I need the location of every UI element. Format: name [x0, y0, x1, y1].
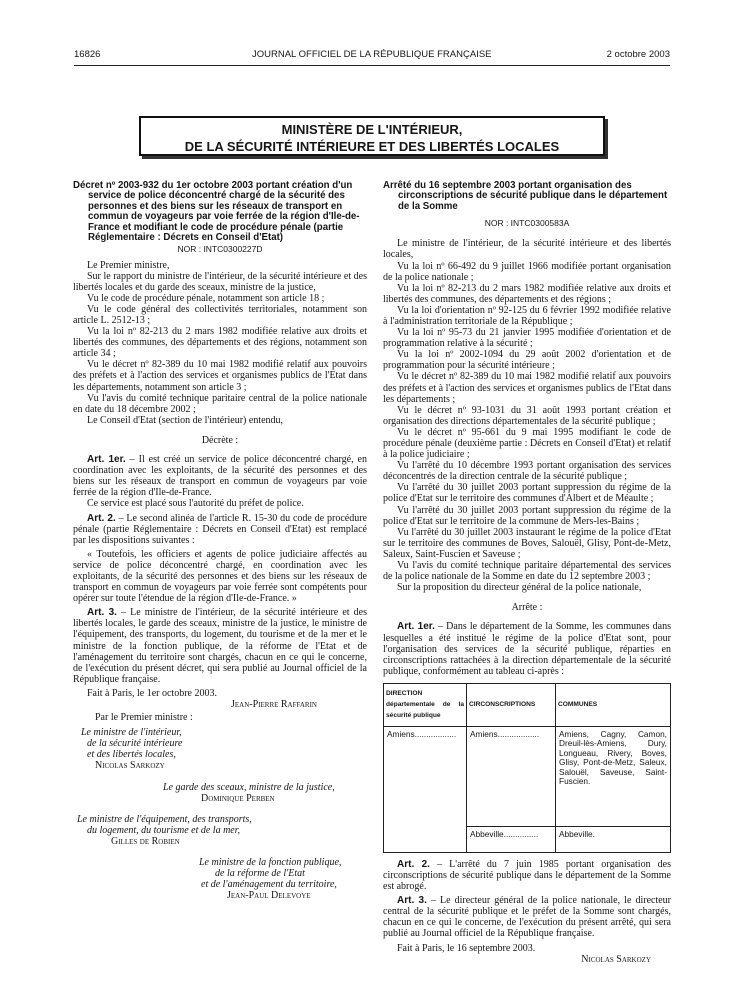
decree-art1-b: Ce service est placé sous l'autorité du préfet de police.: [87, 498, 304, 510]
decree-min4-name: Jean-Paul Delevoye: [227, 890, 311, 902]
circonscriptions-table: [383, 683, 671, 853]
decree-intro-5: Vu le décret nº 82-389 du 10 mai 1982 modifié relatif aux pouvoirs des préfets et à l'action des services et organismes publics de l'Etat dans les départements, notamment son article 3 ;: [73, 359, 367, 393]
table-header: COMMUNES: [556, 683, 671, 726]
arrete-intro-9: Vu l'arrêté du 10 décembre 1993 portant organisation des services déconcentrés de la direction centrale de la sécurité publique ;: [383, 460, 671, 483]
arrete-intro-8: Vu le décret nº 95-661 du 9 mai 1995 modifiant le code de procédure pénale (deuxième partie : Décrets en Conseil d'Etat) et relatif à la police judiciaire ;: [383, 426, 671, 461]
table-cell-direction: [384, 826, 467, 852]
page-header: [74, 49, 670, 63]
table-cell-direction: Amiens..................: [384, 726, 467, 826]
decree-min3-name: Gilles de Robien: [111, 835, 180, 847]
arrete-art1: Art. 1er. – Dans le département de la Somme, les communes dans lesquelles a été institué le régime de la police d'Etat sont, pour l'organisation des services de la sécurité publique, réparties en circonscriptions rattachées à la direction départementale de la sécurité publique, conformément au tableau ci-après :: [383, 621, 671, 677]
table-cell-communes: Amiens, Cagny, Camon, Dreuil-lès-Amiens, Dury, Longueau, Rivery, Boves, Glisy, Pont-de-Metz, Saleux, Salouël, Saveuse, Saint-Fuscien.: [556, 726, 671, 826]
table-header-row: [384, 683, 671, 726]
arrete-intro-13: Vu l'avis du comité technique paritaire départemental des services de la police nationale de la Somme en date du 12 septembre 2003 ;: [383, 560, 671, 583]
decree-min4-a: Le ministre de la fonction publique,: [199, 857, 342, 869]
arrete-signer: Nicolas Sarkozy: [581, 953, 651, 965]
table-row: [384, 826, 671, 852]
table-header: DIRECTION départementale de la sécurité publique: [384, 683, 467, 726]
decree-intro-2: Vu le code de procédure pénale, notamment son article 18 ;: [87, 292, 325, 304]
arrete-intro-12: Vu l'arrêté du 30 juillet 2003 instaurant le régime de la police d'Etat sur le territoire des communes de Boves, Salouël, Glisy, Pont-de-Metz, Saleux, Saint-Fuscien et Saveuse ;: [383, 526, 671, 560]
decree-intro-3: Vu le code général des collectivités territoriales, notamment son article L. 2512-13 ;: [73, 303, 367, 326]
decree-art2-quote: « Toutefois, les officiers et agents de police judiciaire affectés au service de police déconcentré chargé, en coordination avec les exploitants, de la sécurité des personnes et des biens sur les réseaux de transport en commun de voyageurs par voie ferrée sont compétents pour opérer sur toute l'étendue de la région d'Ile-de-France. »: [73, 548, 367, 605]
decree-min1-a: Le ministre de l'intérieur,: [81, 727, 182, 739]
header-rule: [74, 65, 670, 66]
arrete-intro-14: Sur la proposition du directeur général de la police nationale,: [397, 582, 642, 594]
decree-art2: Art. 2. – Le second alinéa de l'article R. 15-30 du code de procédure pénale (partie Réglementaire : Décrets en Conseil d'Etat) est remplacé par les dispositions suivantes :: [73, 512, 367, 546]
arrete-intro-11: Vu l'arrêté du 30 juillet 2003 portant suppression du régime de la police d'Etat sur le territoire de la commune de Mers-les-Bains ;: [383, 504, 671, 527]
decree-min2: Le garde des sceaux, ministre de la justice,: [163, 781, 335, 793]
table-row: [384, 726, 671, 826]
decree-min4-b: de la réforme de l'Etat: [215, 868, 305, 880]
arrete-nor: NOR : INTC0300583A: [484, 218, 570, 229]
arrete-art2: Art. 2. – L'arrêté du 7 juin 1985 portant organisation des circonscriptions de sécurité publique dans le département de la Somme est abrogé.: [383, 858, 671, 893]
decree-decrete: Décrète :: [201, 434, 239, 446]
page-number: 16826: [74, 49, 101, 60]
decree-art3: Art. 3. – Le ministre de l'intérieur, de la sécurité intérieure et des libertés locales, le garde des sceaux, ministre de la justice, le ministre de l'équipement, des transports, du logement, du tourisme et de la mer et le ministre de la fonction publique, de la réforme de l'Etat et de l'aménagement du territoire sont chargés, chacun en ce qui le concerne, de l'exécution du présent décret, qui sera publié au Journal officiel de la République française.: [73, 607, 368, 685]
table-cell-circonscription: Amiens..................: [467, 726, 556, 826]
decree-min3-b: du logement, du tourisme et de la mer,: [87, 824, 241, 836]
table-header: CIRCONSCRIPTIONS: [467, 683, 556, 726]
decree-fait: Fait à Paris, le 1er octobre 2003.: [87, 687, 217, 699]
decree-signer: Jean-Pierre Raffarin: [231, 699, 317, 710]
ministry-box: [139, 116, 605, 156]
decree-intro-6: Vu l'avis du comité technique paritaire central de la police nationale en date du 18 décembre 2002 ;: [73, 392, 367, 415]
decree-min1-c: et des libertés locales,: [87, 749, 176, 761]
table-cell-communes: Abbeville.: [556, 826, 671, 852]
decree-min4-c: et de l'aménagement du territoire,: [201, 879, 337, 891]
decree-min1-b: de la sécurité intérieure: [87, 738, 183, 750]
decree-intro-0: Le Premier ministre,: [87, 259, 170, 271]
decree-nor: NOR : INTC0300227D: [177, 244, 263, 255]
arrete-intro-5: Vu la loi nº 2002-1094 du 29 août 2002 d'orientation et de programmation pour la sécurité intérieure ;: [383, 349, 671, 372]
arrete-intro-6: Vu le décret nº 82-389 du 10 mai 1982 modifié relatif aux pouvoirs des préfets et à l'action des services et organismes publics de l'Etat dans les départements ;: [383, 371, 671, 405]
decree-title: Décret nº 2003-932 du 1er octobre 2003 portant création d'un service de police déconcentré chargé de la sécurité des personnes et des biens sur les réseaux de transport en commun de voyageurs par voie ferrée de la région d'Ile-de-France et modifiant le code de procédure pénale (partie Réglementaire : Décrets en Conseil d'Etat): [73, 180, 360, 244]
journal-title: JOURNAL OFFICIEL DE LA RÉPUBLIQUE FRANÇAISE: [252, 49, 492, 60]
arrete-intro-4: Vu la loi nº 95-73 du 21 janvier 1995 modifiée d'orientation et de programmation relative à la sécurité ;: [383, 327, 671, 350]
arrete-intro-3: Vu la loi d'orientation nº 92-125 du 6 février 1992 modifiée relative à l'administration territoriale de la République ;: [383, 304, 671, 327]
arrete-column: [383, 181, 671, 965]
arrete-title: Arrêté du 16 septembre 2003 portant organisation des circonscriptions de sécurité publique dans le département de la Somme: [383, 180, 668, 212]
arrete-intro-2: Vu la loi nº 82-213 du 2 mars 1982 modifiée relative aux droits et libertés des communes, des départements et des régions ;: [383, 282, 671, 305]
table-cell-circonscription: Abbeville...............: [467, 826, 556, 852]
decree-art1: Art. 1er. – Il est créé un service de police déconcentré chargé, en coordination avec les exploitants, de la sécurité des personnes et des biens sur les réseaux de transport en commun de voyageurs par voie ferrée de la région d'Ile-de-France.: [73, 454, 367, 499]
decree-par: Par le Premier ministre :: [95, 712, 193, 724]
decree-intro-7: Le Conseil d'Etat (section de l'intérieur) entendu,: [87, 414, 284, 426]
arrete-intro-1: Vu la loi nº 66-492 du 9 juillet 1966 modifiée portant organisation de la police nationale ;: [383, 260, 671, 283]
arrete-intro-10: Vu l'arrêté du 30 juillet 2003 portant suppression du régime de la police d'Etat sur le territoire des communes d'Albert et de Méaulte ;: [383, 482, 671, 505]
decree-column: [73, 181, 367, 901]
ministry-line2: DE LA SÉCURITÉ INTÉRIEURE ET DES LIBERTÉS LOCALES: [184, 139, 560, 154]
arrete-arrete: Arrête :: [511, 602, 543, 614]
arrete-intro-7: Vu le décret nº 93-1031 du 31 août 1993 portant création et organisation des directions départementales de la sécurité publique ;: [383, 404, 671, 427]
decree-intro-1: Sur le rapport du ministre de l'intérieur, de la sécurité intérieure et des libertés locales et du garde des sceaux, ministre de la justice,: [73, 270, 367, 293]
ministry-line1: MINISTÈRE DE L'INTÉRIEUR,: [281, 122, 463, 137]
decree-min3-a: Le ministre de l'équipement, des transports,: [77, 813, 252, 825]
decree-min2-name: Dominique Perben: [201, 792, 275, 804]
decree-intro-4: Vu la loi nº 82-213 du 2 mars 1982 modifiée relative aux droits et libertés des communes, des départements et des régions, notamment son article 34 ;: [73, 326, 367, 360]
decree-min1-name: Nicolas Sarkozy: [95, 760, 165, 772]
arrete-intro-0: Le ministre de l'intérieur, de la sécurité intérieure et des libertés locales,: [383, 238, 671, 261]
arrete-art3: Art. 3. – Le directeur général de la police nationale, le directeur central de la sécurité publique et le préfet de la Somme sont chargés, chacun en ce qui le concerne, de l'exécution du présent arrêté, qui sera publié au Journal officiel de la République française.: [383, 895, 671, 940]
arrete-fait: Fait à Paris, le 16 septembre 2003.: [397, 942, 536, 954]
issue-date: 2 octobre 2003: [606, 49, 670, 60]
